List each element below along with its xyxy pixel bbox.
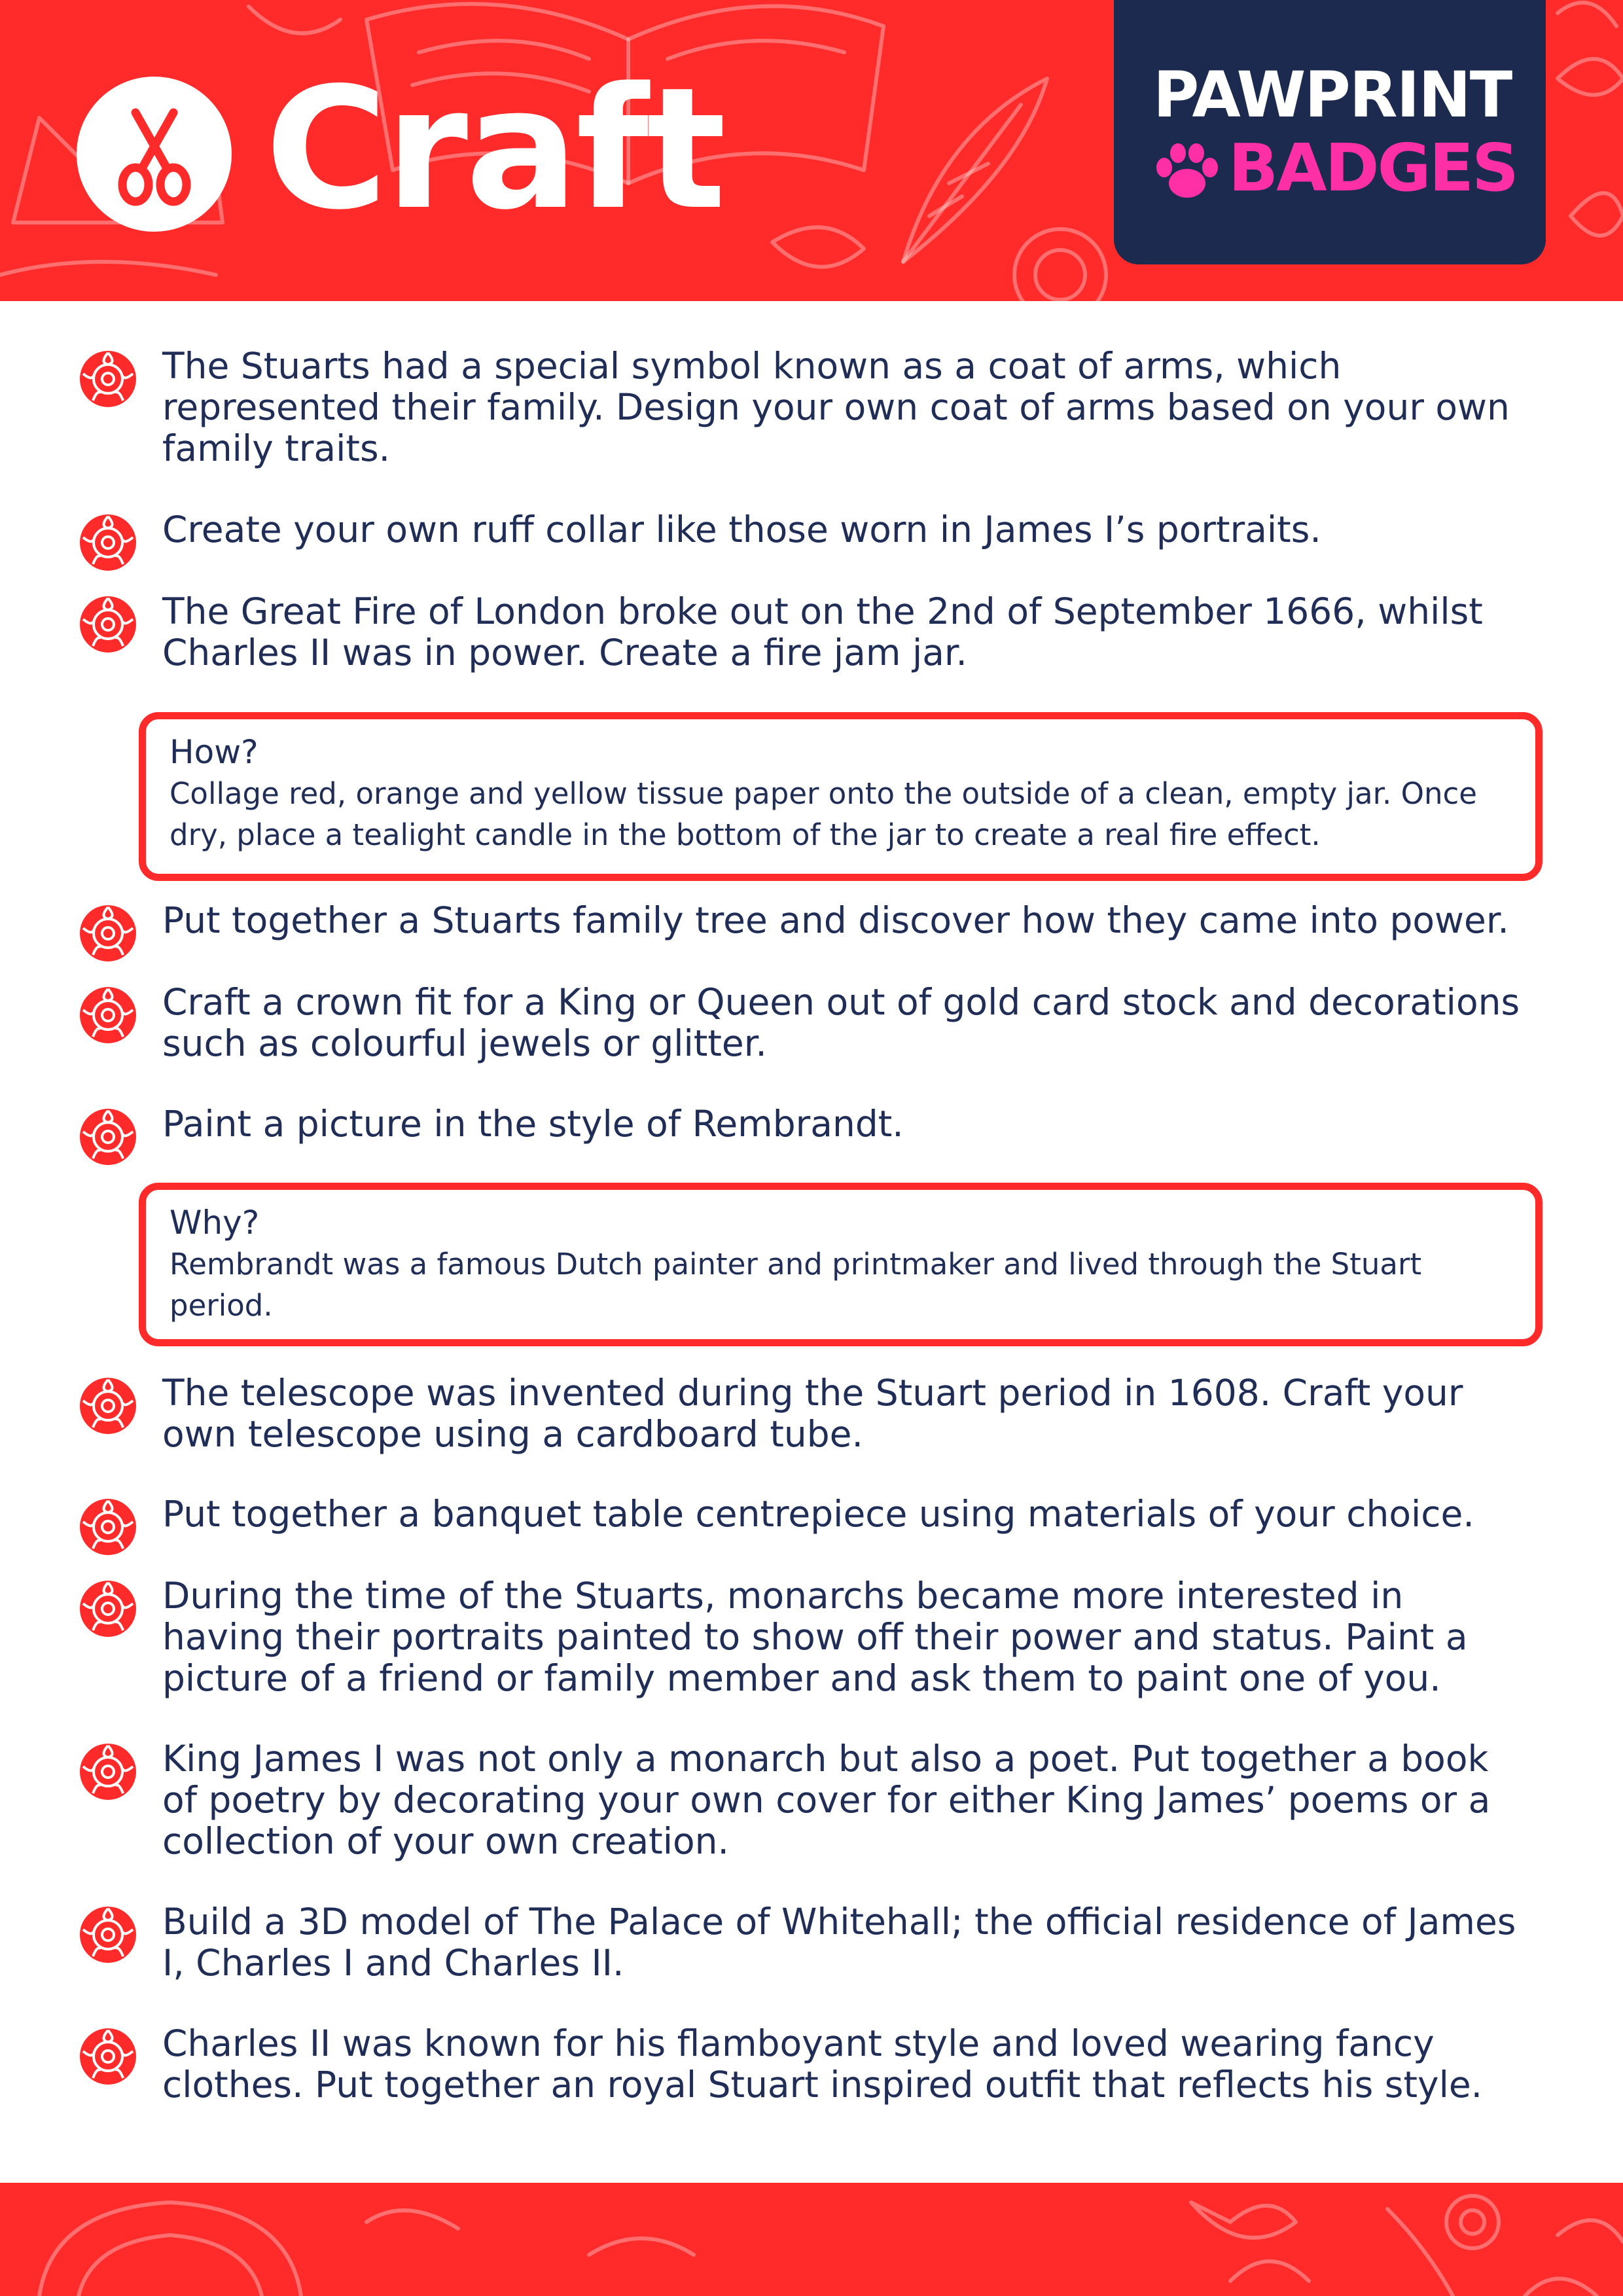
list-item-text: Build a 3D model of The Palace of Whitehall; the official residence of James I, Charles I and Charles II. <box>162 1901 1516 1984</box>
tudor-rose-icon <box>79 1498 137 1556</box>
callout-body: Collage red, orange and yellow tissue paper onto the outside of a clean, empty jar. Once dry, place a tealight candle in the bottom of the jar to create a real fire effect. <box>169 776 1477 852</box>
why-callout-box <box>139 1183 1543 1346</box>
scissors-icon <box>77 77 232 232</box>
list-item-text: Paint a picture in the style of Rembrandt. <box>162 1103 904 1145</box>
list-item-text: Put together a banquet table centrepiece using materials of your choice. <box>162 1493 1474 1535</box>
tudor-rose-icon <box>79 986 137 1045</box>
tudor-rose-icon <box>79 513 137 572</box>
brand-name-line2: BADGES <box>1228 130 1518 206</box>
brand-logo <box>1114 0 1546 264</box>
list-item-text: Craft a crown fit for a King or Queen out of gold card stock and decorations such as colourful jewels or glitter. <box>162 981 1520 1064</box>
tudor-rose-icon <box>79 1579 137 1638</box>
list-item-text: Charles II was known for his flamboyant style and loved wearing fancy clothes. Put together an royal Stuart inspired outfit that reflects his style. <box>162 2022 1483 2106</box>
list-item-text: The telescope was invented during the Stuart period in 1608. Craft your own telescope using a cardboard tube. <box>162 1372 1463 1455</box>
tudor-rose-icon <box>79 1376 137 1435</box>
header-banner <box>0 0 1623 301</box>
tudor-rose-icon <box>79 904 137 963</box>
list-item-text: During the time of the Stuarts, monarchs became more interested in having their portraits painted to show off their power and status. Paint a picture of a friend or family member and ask them to paint one of you. <box>162 1575 1468 1699</box>
callout-body: Rembrandt was a famous Dutch painter and printmaker and lived through the Stuart period. <box>169 1247 1422 1323</box>
tudor-rose-icon <box>79 595 137 654</box>
callout-title: Why? <box>169 1204 260 1242</box>
callout-title: How? <box>169 733 259 771</box>
footer-banner <box>0 2183 1623 2296</box>
list-item-text: The Great Fire of London broke out on the 2nd of September 1666, whilst Charles II was in power. Create a fire jam jar. <box>162 590 1483 673</box>
tudor-rose-icon <box>79 1905 137 1964</box>
scissors-badge <box>77 77 232 232</box>
how-callout-box <box>139 712 1543 881</box>
tudor-rose-icon <box>79 1107 137 1166</box>
brand-name-line1: PAWPRINT <box>1153 58 1512 132</box>
tudor-rose-icon <box>79 2027 137 2086</box>
list-item-text: Put together a Stuarts family tree and discover how they came into power. <box>162 899 1509 941</box>
list-item-text: King James I was not only a monarch but also a poet. Put together a book of poetry by decorating your own cover for either King James’ poems or a collection of your own creation. <box>162 1738 1491 1862</box>
tudor-rose-icon <box>79 350 137 408</box>
tudor-rose-icon <box>79 1742 137 1801</box>
list-item-text: Create your own ruff collar like those worn in James I’s portraits. <box>162 509 1321 550</box>
history-doodles-decoration <box>0 2183 1623 2296</box>
page-title: Craft <box>265 52 724 247</box>
paw-print-icon <box>1153 143 1221 202</box>
list-item-text: The Stuarts had a special symbol known as a coat of arms, which represented their family. Design your own coat of arms based on your own family traits. <box>162 345 1510 469</box>
